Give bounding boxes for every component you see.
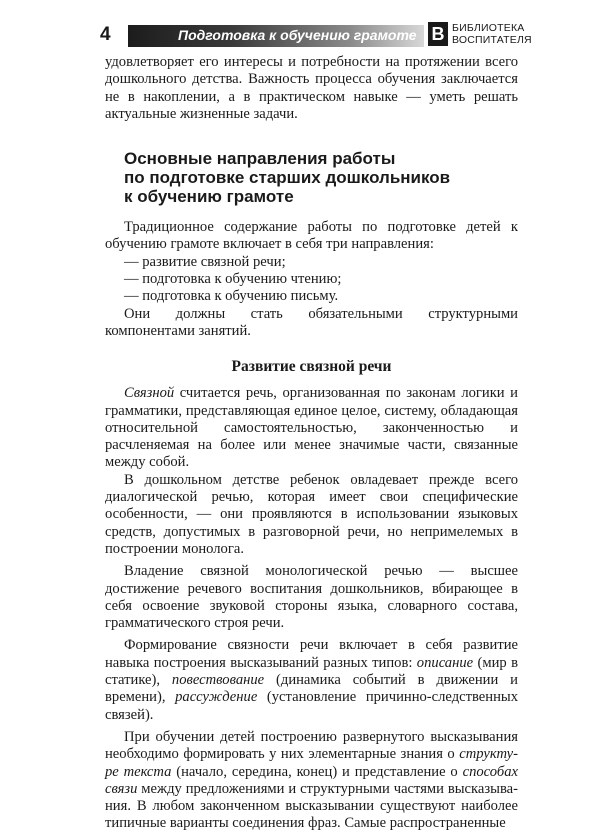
intro-paragraph: удовлетворяет его интересы и потребности на протяжении всего дошкольного детства. Важность процесса обучения заключается не в накоплении, а в практическом навыке — уметь решать актуальные жизненные задачи. [105,54,518,122]
paragraph-text: (начало, середина, конец) и представление о [171,763,463,780]
term-text-structure: структуре текста [105,746,518,780]
subsection-heading: Развитие связной речи [231,358,392,376]
list-item: — подготовка к обучению чтению; [124,271,342,288]
series-name [452,22,532,46]
paragraph-text: (динамика событий в движении и времени), [105,672,518,706]
term-connected: Связной [124,385,175,402]
subsection-paragraph-5 [105,729,518,833]
section-paragraph-1: Традиционное содержание работы по подготовке детей к обучению грамоте включает в себя три направления: [105,219,518,253]
term-description: описание [416,654,474,671]
section-heading-line3: к обучению грамоте [124,187,294,207]
paragraph-text: (мир в статике), [105,654,518,689]
series-name-line1: БИБЛИОТЕКА [452,22,525,34]
subsection-paragraph-3: Владение связной монологической речью — высшее достижение речевого воспитания дошкольников, вбирающее в себя освоение звуковой стороны языка, словарного состава, грамматического строя речи. [105,563,518,632]
paragraph-text: между предложениями и структурными частями высказывания. В любом законченном высказывании существуют наиболее типичные варианты соединения фраз. Самые распространенные [105,780,518,832]
series-logo: В [428,22,448,46]
term-connection-methods: способах связи [105,763,518,797]
subsection-paragraph-4 [105,637,518,723]
page-number: 4 [100,24,111,45]
section-heading-line2: по подготовке старших дошкольников [124,168,451,188]
paragraph-text: считается речь, организованная по законам логики и грамматики, представляющая единое целое, систему, обладающая относительной самостоятельностью, законченностью и расчленяемая на более или менее значимые части, связанные между собой. [105,385,518,471]
term-narration: повествование [171,672,265,689]
paragraph-text: (установление причинно-следственных связей). [105,689,518,723]
subsection-paragraph-2: В дошкольном детстве ребенок овладевает прежде всего диалогической речью, которая имеет свои специфические особенности, — они проявляются в использовании языковых средств, допустимых в разговорной речи, но непримелемых в построении монолога. [105,471,518,557]
section-heading [124,149,518,206]
running-title: Подготовка к обучению грамоте [178,27,417,43]
list-item: — развитие связной речи; [124,253,286,270]
series-name-line2: ВОСПИТАТЕЛЯ [452,34,532,46]
page-content [105,54,518,833]
paragraph-text: Формирование связности речи включает в себя развитие навыка построения высказываний разных типов: [105,637,518,671]
section-paragraph-2: Они должны стать обязательными структурными компонентами занятий. [105,305,518,339]
paragraph-text: При обучении детей построению развернутого высказывания необходимо формировать у них элементарные знания о [105,728,518,763]
list-item: — подготовка к обучению письму. [124,288,339,305]
term-reasoning: рассуждение [175,689,258,706]
subsection-paragraph-1 [105,385,518,471]
section-heading-line1: Основные направления работы [124,149,396,169]
